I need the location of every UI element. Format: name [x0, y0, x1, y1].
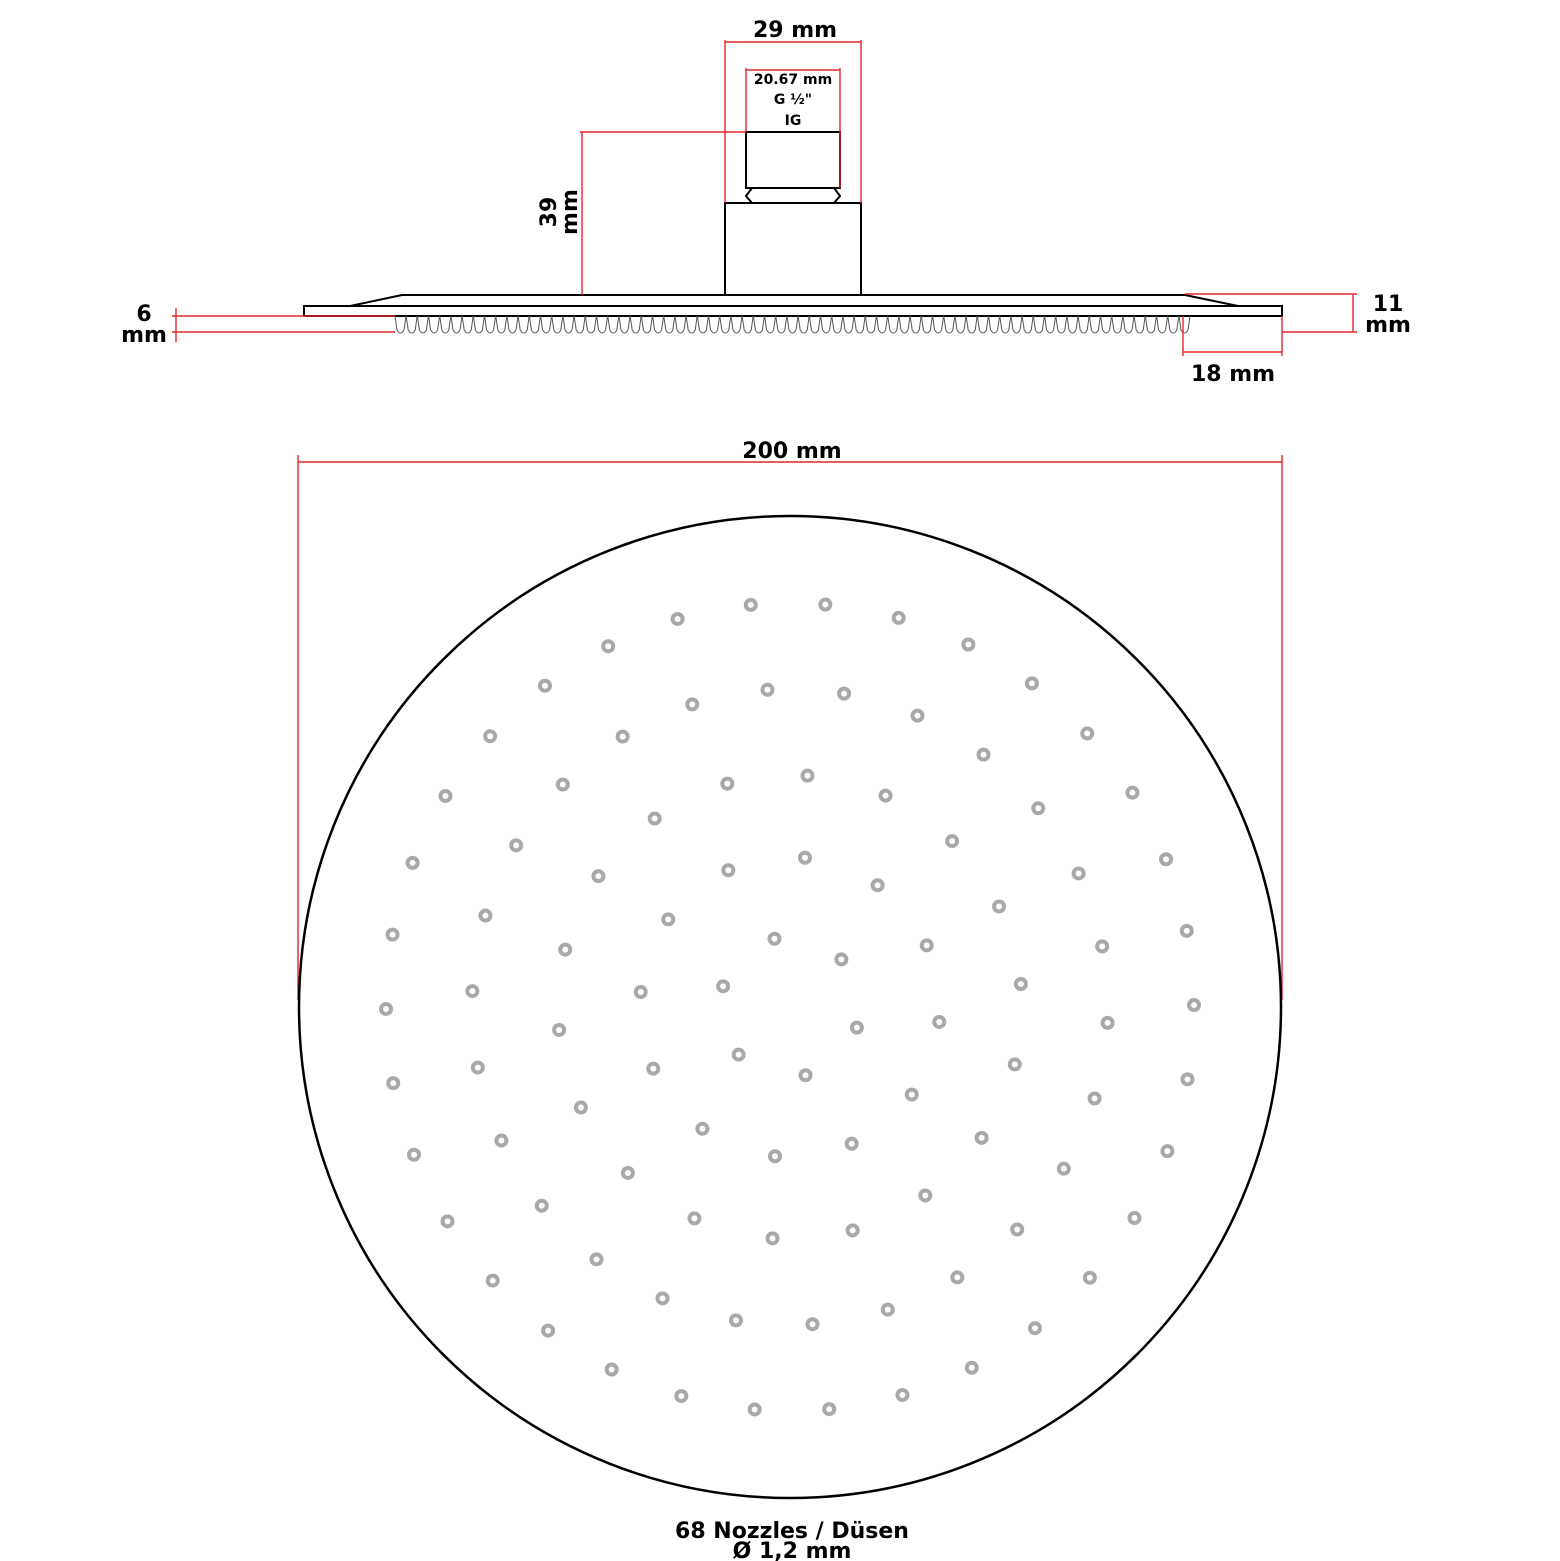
nozzle-bump — [1089, 316, 1100, 333]
nozzle — [881, 1303, 895, 1317]
nozzle — [871, 878, 885, 892]
nozzle-bump — [989, 316, 1000, 333]
nozzle — [1125, 786, 1139, 800]
thread-gender-label: IG — [784, 113, 802, 129]
nozzle — [1072, 866, 1086, 880]
threaded-fitting — [746, 132, 840, 188]
nozzle — [806, 1317, 820, 1331]
dim-plate-thickness: 6 — [136, 302, 152, 327]
nozzle — [661, 912, 675, 926]
nozzle — [721, 863, 735, 877]
nozzle — [494, 1134, 508, 1148]
nozzle — [1057, 1162, 1071, 1176]
nozzle-bump — [877, 316, 888, 333]
nozzle — [438, 789, 452, 803]
nozzle — [846, 1223, 860, 1237]
dim-total-plate-height: 11 — [1372, 292, 1404, 317]
nozzle — [538, 679, 552, 693]
nozzle — [800, 769, 814, 783]
nozzle-bump — [955, 316, 966, 333]
nozzle — [1187, 998, 1201, 1012]
nozzle — [535, 1199, 549, 1213]
nozzle-bump — [854, 316, 865, 333]
dim-plate-thickness-unit: mm — [121, 323, 167, 348]
nozzle-bump — [541, 316, 552, 333]
fitting-neck — [746, 188, 840, 203]
nozzle — [744, 598, 758, 612]
nozzle-bump — [888, 316, 899, 333]
nozzle — [441, 1214, 455, 1228]
dim-edge-offset: 18 mm — [1190, 362, 1276, 387]
nozzle-bump — [485, 316, 496, 333]
nozzle — [471, 1061, 485, 1075]
nozzle — [509, 838, 523, 852]
nozzle-bump — [574, 316, 585, 333]
nozzle — [920, 938, 934, 952]
nozzle-bump — [720, 316, 731, 333]
nozzle-bump — [507, 316, 518, 333]
dim-connector-width: 29 mm — [752, 18, 838, 43]
nozzle — [732, 1048, 746, 1062]
nozzle — [656, 1291, 670, 1305]
nozzle — [837, 687, 851, 701]
nozzle — [671, 612, 685, 626]
nozzle — [945, 834, 959, 848]
nozzle — [685, 697, 699, 711]
nozzle-bump — [921, 316, 932, 333]
nozzle — [798, 851, 812, 865]
nozzle-bump — [686, 316, 697, 333]
top-view — [298, 439, 1282, 1561]
nozzle — [818, 598, 832, 612]
dim-connector-height: 39 — [537, 196, 562, 228]
nozzle-bump — [765, 316, 776, 333]
nozzle — [879, 789, 893, 803]
nozzle-bump — [821, 316, 832, 333]
nozzle-bump — [910, 316, 921, 333]
nozzle — [483, 729, 497, 743]
nozzle-bump — [440, 316, 451, 333]
nozzle — [1160, 1144, 1174, 1158]
nozzle — [695, 1122, 709, 1136]
nozzle — [621, 1166, 635, 1180]
nozzle-bump — [630, 316, 641, 333]
nozzle-bump — [417, 316, 428, 333]
nozzle — [850, 1021, 864, 1035]
nozzle-bump — [608, 316, 619, 333]
nozzle-bump — [1011, 316, 1022, 333]
nozzle-bump — [529, 316, 540, 333]
nozzle — [386, 1076, 400, 1090]
nozzle — [558, 943, 572, 957]
dim-thread-diameter: 20.67 mm — [753, 72, 833, 88]
nozzle-bump — [473, 316, 484, 333]
nozzle — [992, 899, 1006, 913]
nozzle — [386, 928, 400, 942]
nozzle — [975, 1131, 989, 1145]
nozzle-bump — [451, 316, 462, 333]
nozzle-bump — [944, 316, 955, 333]
nozzle — [1180, 924, 1194, 938]
nozzle — [767, 932, 781, 946]
side-view — [121, 18, 1411, 387]
nozzle — [379, 1002, 393, 1016]
nozzle — [799, 1068, 813, 1082]
nozzle-bump — [563, 316, 574, 333]
nozzle-bump — [585, 316, 596, 333]
dim-total-plate-height-unit: mm — [1365, 313, 1411, 338]
nozzle-bump — [1157, 316, 1168, 333]
nozzle-bump — [1123, 316, 1134, 333]
nozzle — [1128, 1211, 1142, 1225]
nozzle — [950, 1270, 964, 1284]
nozzle-bump — [597, 316, 608, 333]
nozzle-bump — [832, 316, 843, 333]
nozzle — [616, 730, 630, 744]
nozzle-bump — [462, 316, 473, 333]
nozzle — [1080, 726, 1094, 740]
nozzle — [1008, 1057, 1022, 1071]
nozzle-bump — [1168, 316, 1179, 333]
nozzle — [634, 985, 648, 999]
nozzle-bump — [1112, 316, 1123, 333]
nozzle — [1025, 676, 1039, 690]
nozzle — [760, 683, 774, 697]
nozzle — [961, 637, 975, 651]
nozzle-bump — [552, 316, 563, 333]
nozzle-bump — [1022, 316, 1033, 333]
nozzle — [892, 611, 906, 625]
nozzle-bump — [1056, 316, 1067, 333]
nozzle-bump — [809, 316, 820, 333]
nozzle-bump — [966, 316, 977, 333]
nozzle — [976, 748, 990, 762]
nozzle-bump — [697, 316, 708, 333]
nozzle — [1014, 977, 1028, 991]
dim-connector-height-unit: mm — [558, 189, 583, 235]
nozzle-bump — [641, 316, 652, 333]
nozzle — [1031, 801, 1045, 815]
nozzle-count-caption: 68 Nozzles / Düsen — [675, 1519, 909, 1544]
nozzle-bump — [933, 316, 944, 333]
nozzle-bump — [742, 316, 753, 333]
nozzle-bump — [653, 316, 664, 333]
nozzle-bump — [429, 316, 440, 333]
nozzle-bump — [1033, 316, 1044, 333]
nozzle-bump — [1067, 316, 1078, 333]
nozzle — [465, 984, 479, 998]
thread-type-label: G ½" — [773, 92, 813, 108]
nozzle — [687, 1211, 701, 1225]
nozzle-bump — [753, 316, 764, 333]
nozzle — [748, 1402, 762, 1416]
nozzle-bump — [798, 316, 809, 333]
nozzle — [905, 1088, 919, 1102]
nozzle-bump — [664, 316, 675, 333]
nozzle — [1088, 1091, 1102, 1105]
nozzle — [541, 1324, 555, 1338]
nozzle-bump — [395, 316, 406, 333]
nozzle — [1028, 1321, 1042, 1335]
nozzle — [932, 1015, 946, 1029]
shower-head-disc — [299, 516, 1281, 1498]
nozzle-bump — [899, 316, 910, 333]
nozzle — [1095, 939, 1109, 953]
nozzle-bump — [1000, 316, 1011, 333]
nozzle — [601, 639, 615, 653]
nozzle — [646, 1062, 660, 1076]
nozzle-bump — [1145, 316, 1156, 333]
nozzle — [407, 1148, 421, 1162]
nozzle — [406, 856, 420, 870]
connector-block — [725, 203, 861, 295]
dim-diameter: 200 mm — [742, 439, 842, 464]
nozzle — [729, 1313, 743, 1327]
nozzle-bump — [406, 316, 417, 333]
nozzle — [834, 952, 848, 966]
nozzle — [478, 909, 492, 923]
nozzle-bump — [843, 316, 854, 333]
nozzle-bump — [619, 316, 630, 333]
nozzle — [822, 1402, 836, 1416]
nozzle-bump — [675, 316, 686, 333]
nozzle-bump — [865, 316, 876, 333]
nozzle-bump — [977, 316, 988, 333]
nozzle — [1101, 1016, 1115, 1030]
nozzle — [556, 777, 570, 791]
nozzle-bump — [776, 316, 787, 333]
nozzle — [766, 1231, 780, 1245]
nozzle — [590, 1252, 604, 1266]
nozzle — [1010, 1223, 1024, 1237]
nozzle-bump — [1179, 316, 1190, 333]
nozzle-diameter-caption: Ø 1,2 mm — [732, 1539, 852, 1561]
nozzle — [574, 1101, 588, 1115]
nozzle — [648, 812, 662, 826]
nozzle — [591, 869, 605, 883]
nozzle — [605, 1363, 619, 1377]
nozzle — [918, 1188, 932, 1202]
plate-taper — [350, 295, 1238, 306]
nozzle — [1083, 1271, 1097, 1285]
nozzle-bump — [731, 316, 742, 333]
nozzle — [674, 1389, 688, 1403]
nozzle — [895, 1388, 909, 1402]
nozzle-bump — [1134, 316, 1145, 333]
nozzle-bump — [709, 316, 720, 333]
nozzle-bump — [1078, 316, 1089, 333]
nozzle — [768, 1149, 782, 1163]
nozzle-bump — [518, 316, 529, 333]
shower-plate-side — [304, 306, 1282, 316]
nozzle — [716, 979, 730, 993]
nozzle — [910, 709, 924, 723]
nozzle-bump — [1045, 316, 1056, 333]
nozzle — [845, 1137, 859, 1151]
nozzle-bump — [787, 316, 798, 333]
nozzle — [1159, 852, 1173, 866]
nozzle — [486, 1274, 500, 1288]
nozzle — [965, 1361, 979, 1375]
nozzle — [720, 777, 734, 791]
nozzle-bump — [1101, 316, 1112, 333]
nozzle-bump — [496, 316, 507, 333]
nozzle — [552, 1023, 566, 1037]
nozzle-bump-row — [395, 316, 1190, 333]
nozzle — [1180, 1072, 1194, 1086]
